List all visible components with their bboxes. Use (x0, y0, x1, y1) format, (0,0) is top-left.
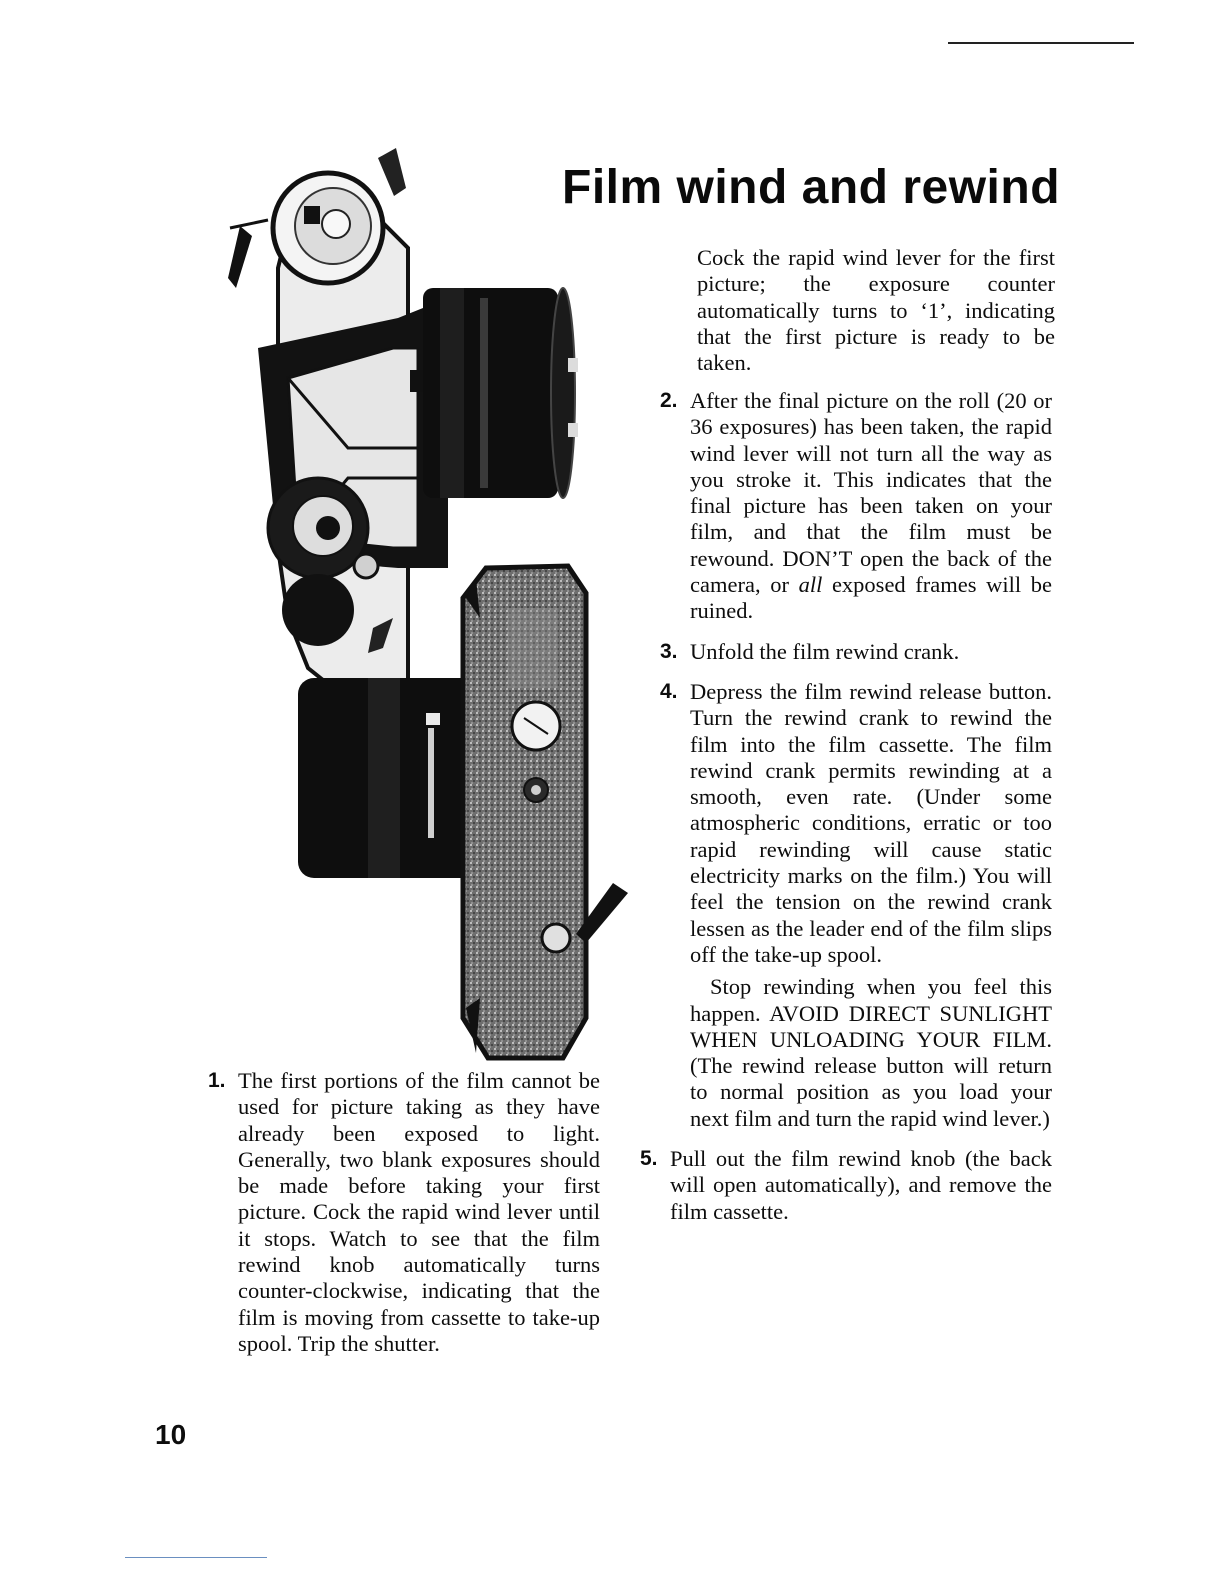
step-4 (660, 678, 1052, 1132)
step-2 (660, 388, 1053, 625)
step-3 (660, 638, 1052, 665)
step-5 (640, 1146, 1052, 1225)
step-number: 4. (660, 679, 678, 703)
page-title: Film wind and rewind (562, 161, 1061, 214)
intro-text: Cock the rapid wind lever for the first picture; the exposure counter automatically turns to ‘1’, indicating that the first picture is ready to be taken. (697, 245, 1055, 376)
camera-photo (218, 148, 648, 1068)
steps-right-column (640, 388, 1053, 1225)
step-text: Depress the film rewind release button. Turn the rewind crank to rewind the film into the film cassette. The film rewind crank permits rewinding at a smooth, even rate. (Under some atmospheric conditions, erratic or too rapid rewinding will cause static electricity marks on the film.) You will feel the tension on the rewind crank lessen as the leader end of the film slips off the take-up spool. (690, 678, 1052, 967)
step-number: 3. (660, 639, 678, 663)
step-number: 5. (640, 1147, 658, 1171)
step-text: Pull out the film rewind knob (the back will open automatically), and remove the film cassette. (670, 1146, 1052, 1224)
emphasis-text: all (798, 572, 823, 598)
top-rule (948, 42, 1134, 44)
step-text: Unfold the film rewind crank. (690, 638, 960, 664)
step-number: 1. (208, 1069, 226, 1092)
step-number: 2. (660, 389, 678, 412)
bottom-rule (125, 1557, 267, 1558)
page-number: 10 (155, 1419, 187, 1450)
intro-paragraph (697, 245, 1055, 376)
step-continuation-text: Stop rewinding when you feel this happen. AVOID DIRECT SUNLIGHT WHEN UNLOADING YOUR FILM. (The rewind release button will return to normal position as you load your next film and turn the rapid wind lever.) (690, 974, 1052, 1131)
steps-left-column (208, 1068, 600, 1357)
step-text: The first portions of the film cannot be used for picture taking as they have already been exposed to light. Generally, two blank exposures should be made before taking your first picture. Cock the rapid wind lever until it stops. Watch to see that the film rewind knob automatically turns counter-clockwise, indicating that the film is moving from cassette to take-up spool. Trip the shutter. (238, 1068, 600, 1356)
step-1 (208, 1068, 600, 1357)
step-text: After the final picture on the roll (20 or 36 exposures) has been taken, the rapid wind lever will not turn all the way as you stroke it. This indicates that the final picture has been taken on your film, and that the film must be rewound. DON’T open the back of the camera, or all exposed frames will be ruined. (690, 388, 1053, 624)
